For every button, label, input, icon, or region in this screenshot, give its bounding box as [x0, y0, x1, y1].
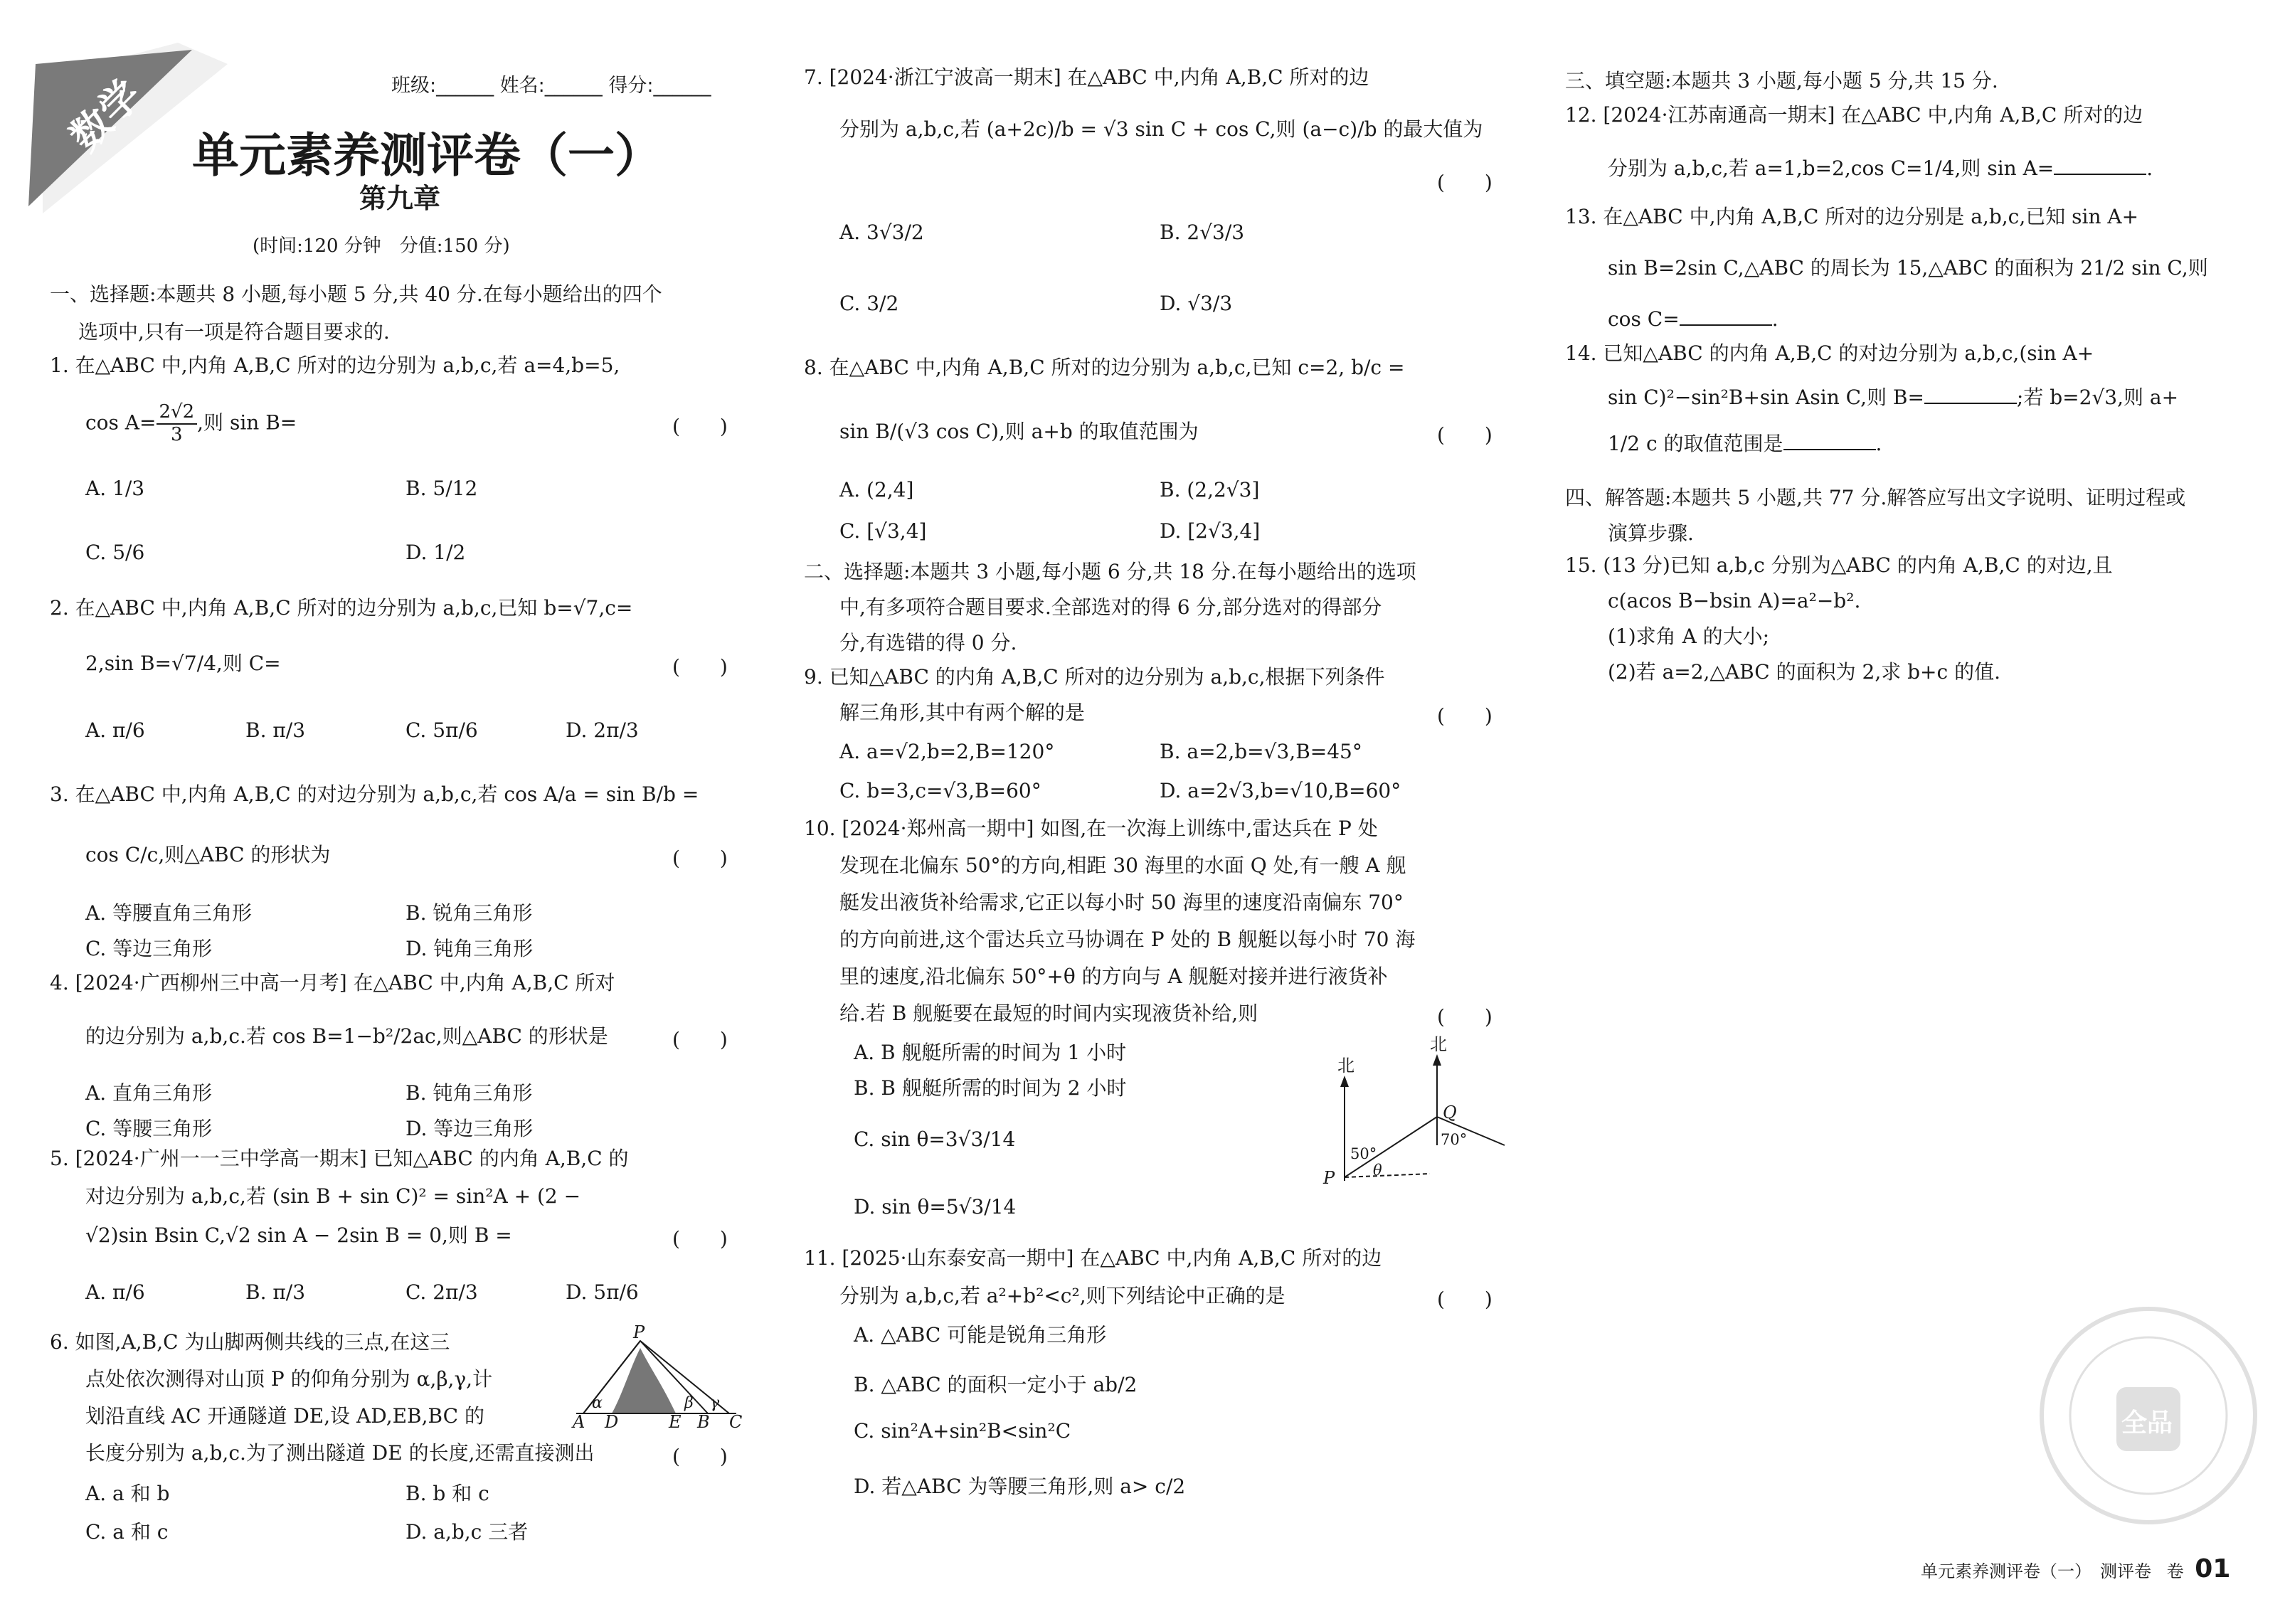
fig10-label-p: P [1323, 1168, 1335, 1188]
fig6-label-p: P [633, 1322, 645, 1342]
q2-line1: 2. 在△ABC 中,内角 A,B,C 所对的边分别为 a,b,c,已知 b=√7,c= [50, 596, 633, 620]
q13-answer-blank[interactable] [1680, 306, 1772, 326]
q7-line2: 分别为 a,b,c,若 (a+2c)/b = √3 sin C + cos C,则 (a−c)/b 的最大值为 [839, 117, 1483, 141]
q15-line2: c(acos B−bsin A)=a²−b². [1608, 589, 1861, 612]
q11-option-c[interactable]: C. sin²A+sin²B<sin²C [854, 1419, 1071, 1443]
q12-line1: 12. [2024·江苏南通高一期末] 在△ABC 中,内角 A,B,C 所对的边 [1565, 103, 2143, 127]
q4-line1: 4. [2024·广西柳州三中高一月考] 在△ABC 中,内角 A,B,C 所对 [50, 971, 615, 994]
section-1-line2: 选项中,只有一项是符合题目要求的. [78, 320, 390, 344]
q12-line2: 分别为 a,b,c,若 a=1,b=2,cos C=1/4,则 sin A= . [1608, 156, 2153, 180]
q7-answer-paren: ( ) [1437, 171, 1493, 194]
q3-option-b[interactable]: B. 锐角三角形 [405, 901, 533, 925]
section-1-line1: 一、选择题:本题共 8 小题,每小题 5 分,共 40 分.在每小题给出的四个 [50, 282, 662, 306]
section-2-line1: 二、选择题:本题共 3 小题,每小题 6 分,共 18 分.在每小题给出的选项 [804, 560, 1416, 583]
q11-line2: 分别为 a,b,c,若 a²+b²<c²,则下列结论中正确的是 [839, 1284, 1285, 1307]
q14-answer-blank-2[interactable] [1783, 430, 1876, 450]
q10-line2: 发现在北偏东 50°的方向,相距 30 海里的水面 Q 处,有一艘 A 舰 [839, 854, 1406, 877]
q2-option-b[interactable]: B. π/3 [245, 718, 306, 742]
q6-line2: 点处依次测得对山顶 P 的仰角分别为 α,β,γ,计 [85, 1367, 493, 1391]
q3-option-c[interactable]: C. 等边三角形 [85, 937, 213, 960]
watermark-seal [2035, 1302, 2262, 1529]
q4-line2: 的边分别为 a,b,c.若 cos B=1−b²/2ac,则△ABC 的形状是 [85, 1024, 608, 1048]
q5-option-a[interactable]: A. π/6 [85, 1280, 145, 1304]
q15-part2: (2)若 a=2,△ABC 的面积为 2,求 b+c 的值. [1608, 660, 2000, 684]
q14-line2 [1608, 384, 2178, 410]
fig6-label-c: C [729, 1412, 743, 1432]
q2-option-c[interactable]: C. 5π/6 [405, 718, 478, 742]
q2-option-a[interactable]: A. π/6 [85, 718, 145, 742]
q9-line2: 解三角形,其中有两个解的是 [839, 701, 1085, 724]
fig6-label-b: B [697, 1412, 710, 1432]
fig6-label-gamma: γ [710, 1394, 720, 1412]
q7-option-d[interactable]: D. √3/3 [1160, 292, 1233, 315]
q13-line2: sin B=2sin C,△ABC 的周长为 15,△ABC 的面积为 21/2 sin C,则 [1608, 256, 2208, 280]
q8-option-a[interactable]: A. (2,4] [839, 478, 914, 501]
q6-line1: 6. 如图,A,B,C 为山脚两侧共线的三点,在这三 [50, 1330, 450, 1354]
q1-post: ,则 sin B= [197, 410, 297, 435]
q6-line3: 划沿直线 AC 开通隧道 DE,设 AD,EB,BC 的 [85, 1404, 484, 1428]
fig6-label-a: A [573, 1412, 585, 1432]
navigation-figure [1323, 1031, 1508, 1195]
footer-text: 单元素养测评卷（一） 测评卷 [1921, 1561, 2151, 1581]
section-4-line1: 四、解答题:本题共 5 小题,共 77 分.解答应写出文字说明、证明过程或 [1565, 486, 2186, 509]
q7-option-a[interactable]: A. 3√3/2 [839, 221, 924, 244]
q3-option-a[interactable]: A. 等腰直角三角形 [85, 901, 253, 925]
page-title: 单元素养测评卷（一） [192, 128, 662, 183]
q6-option-b[interactable]: B. b 和 c [405, 1482, 489, 1505]
q4-option-b[interactable]: B. 钝角三角形 [405, 1081, 533, 1105]
q7-option-c[interactable]: C. 3/2 [839, 292, 899, 315]
section-4-line2: 演算步骤. [1608, 521, 1694, 545]
q5-option-b[interactable]: B. π/3 [245, 1280, 306, 1304]
q4-answer-paren: ( ) [672, 1028, 728, 1051]
chapter-title: 第九章 [359, 183, 441, 214]
q9-answer-paren: ( ) [1437, 704, 1493, 728]
q2-answer-paren: ( ) [672, 655, 728, 679]
section-3-line1: 三、填空题:本题共 3 小题,每小题 5 分,共 15 分. [1565, 69, 1998, 92]
q10-line5: 里的速度,沿北偏东 50°+θ 的方向与 A 舰艇对接并进行液货补 [839, 965, 1388, 988]
q14-line1: 14. 已知△ABC 的内角 A,B,C 的对边分别为 a,b,c,(sin A+ [1565, 341, 2094, 365]
q1-line2 [85, 402, 297, 446]
q13-text: cos C= [1608, 307, 1680, 331]
q11-option-d[interactable]: D. 若△ABC 为等腰三角形,则 a> c/2 [854, 1475, 1186, 1498]
q15-line1: 15. (13 分)已知 a,b,c 分别为△ABC 的内角 A,B,C 的对边,且 [1565, 553, 2113, 577]
q5-option-c[interactable]: C. 2π/3 [405, 1280, 478, 1304]
q10-option-a[interactable]: A. B 舰艇所需的时间为 1 小时 [854, 1041, 1127, 1064]
q3-line1: 3. 在△ABC 中,内角 A,B,C 的对边分别为 a,b,c,若 cos A/a = sin B/b = [50, 782, 699, 806]
q5-line2: 对边分别为 a,b,c,若 (sin B + sin C)² = sin²A + (2 − [85, 1184, 581, 1208]
q9-option-d[interactable]: D. a=2√3,b=√10,B=60° [1160, 779, 1401, 802]
q14-answer-blank-1[interactable] [1924, 384, 2017, 404]
q8-option-d[interactable]: D. [2√3,4] [1160, 519, 1261, 543]
q4-option-d[interactable]: D. 等边三角形 [405, 1117, 534, 1140]
q5-line1: 5. [2024·广州一一三中学高一期末] 已知△ABC 的内角 A,B,C 的 [50, 1147, 629, 1170]
section-2-line2: 中,有多项符合题目要求.全部选对的得 6 分,部分选对的得部分 [839, 595, 1382, 619]
q6-line4: 长度分别为 a,b,c.为了测出隧道 DE 的长度,还需直接测出 [85, 1441, 595, 1465]
q8-option-b[interactable]: B. (2,2√3] [1160, 478, 1260, 501]
q4-option-c[interactable]: C. 等腰三角形 [85, 1117, 213, 1140]
fig6-label-beta: β [684, 1394, 694, 1412]
q10-line4: 的方向前进,这个雷达兵立马协调在 P 处的 B 舰艇以每小时 70 海 [839, 928, 1416, 951]
q3-answer-paren: ( ) [672, 847, 728, 870]
q1-line1: 1. 在△ABC 中,内角 A,B,C 所对的边分别为 a,b,c,若 a=4,b=5, [50, 354, 620, 377]
q10-line6: 给.若 B 舰艇要在最短的时间内实现液货补给,则 [839, 1002, 1258, 1025]
q2-option-d[interactable]: D. 2π/3 [566, 718, 639, 742]
q8-answer-paren: ( ) [1437, 423, 1493, 447]
q14-text-b: ;若 b=2√3,则 a+ [2016, 386, 2179, 409]
fig6-label-d: D [605, 1412, 619, 1432]
fig10-angle-50: 50° [1350, 1145, 1377, 1162]
q6-option-d[interactable]: D. a,b,c 三者 [405, 1520, 529, 1544]
q1-option-a[interactable]: A. 1/3 [85, 477, 145, 500]
fig6-label-alpha: α [592, 1394, 603, 1412]
q10-option-c[interactable]: C. sin θ=3√3/14 [854, 1127, 1016, 1151]
fig10-north-q: 北 [1430, 1034, 1447, 1054]
fig10-angle-70: 70° [1441, 1131, 1468, 1148]
q2-line2: 2,sin B=√7/4,则 C= [85, 652, 281, 675]
q1-answer-paren: ( ) [672, 415, 728, 438]
q1-fraction [157, 402, 198, 446]
q1-option-d[interactable]: D. 1/2 [405, 541, 466, 564]
q1-frac-num: 2√2 [157, 402, 198, 425]
mountain-figure-svg [562, 1327, 747, 1433]
q10-line3: 艇发出液货补给需求,它正以每小时 50 海里的速度沿南偏东 70° [839, 891, 1404, 914]
mountain-figure [562, 1322, 747, 1433]
q11-answer-paren: ( ) [1437, 1288, 1493, 1311]
q8-line2: sin B/(√3 cos C),则 a+b 的取值范围为 [839, 420, 1199, 443]
q12-answer-blank[interactable] [2054, 155, 2146, 175]
q6-option-c[interactable]: C. a 和 c [85, 1520, 169, 1544]
q3-line2: cos C/c,则△ABC 的形状为 [85, 843, 331, 866]
q14-text-a: sin C)²−sin²B+sin Asin C,则 B= [1608, 386, 1924, 409]
fig10-angle-theta: θ [1373, 1162, 1382, 1179]
q8-option-c[interactable]: C. [√3,4] [839, 519, 927, 543]
q14-text-c: 1/2 c 的取值范围是 [1608, 432, 1783, 455]
q15-part1: (1)求角 A 的大小; [1608, 625, 1770, 648]
q6-answer-paren: ( ) [672, 1445, 728, 1468]
q7-line1: 7. [2024·浙江宁波高一期末] 在△ABC 中,内角 A,B,C 所对的边 [804, 65, 1369, 89]
q12-text: 分别为 a,b,c,若 a=1,b=2,cos C=1/4,则 sin A= [1608, 156, 2055, 180]
q9-option-c[interactable]: C. b=3,c=√3,B=60° [839, 779, 1041, 802]
q6-option-a[interactable]: A. a 和 b [85, 1482, 170, 1505]
q5-answer-paren: ( ) [672, 1227, 728, 1251]
q11-line1: 11. [2025·山东泰安高一期中] 在△ABC 中,内角 A,B,C 所对的边 [804, 1246, 1382, 1270]
q1-cos-label: cos A= [85, 410, 157, 435]
q9-option-a[interactable]: A. a=√2,b=2,B=120° [839, 740, 1055, 763]
q8-line1: 8. 在△ABC 中,内角 A,B,C 所对的边分别为 a,b,c,已知 c=2, b/c = [804, 356, 1405, 379]
page-number: 01 [2195, 1554, 2231, 1583]
q5-line3: √2)sin Bsin C,√2 sin A − 2sin B = 0,则 B = [85, 1224, 512, 1247]
info-line: 班级:______ 姓名:______ 得分:______ [391, 75, 711, 97]
q13-line1: 13. 在△ABC 中,内角 A,B,C 所对的边分别是 a,b,c,已知 sin A+ [1565, 205, 2139, 228]
q5-option-d[interactable]: D. 5π/6 [566, 1280, 639, 1304]
q9-option-b[interactable]: B. a=2,b=√3,B=45° [1160, 740, 1362, 763]
q10-line1: 10. [2024·郑州高一期中] 如图,在一次海上训练中,雷达兵在 P 处 [804, 817, 1378, 840]
q1-frac-den: 3 [171, 423, 183, 445]
q4-option-a[interactable]: A. 直角三角形 [85, 1081, 213, 1105]
q10-option-d[interactable]: D. sin θ=5√3/14 [854, 1195, 1017, 1219]
section-2-line3: 分,有选错的得 0 分. [839, 631, 1017, 654]
q7-option-b[interactable]: B. 2√3/3 [1160, 221, 1245, 244]
q10-answer-paren: ( ) [1437, 1005, 1493, 1029]
watermark-brand: 全品 [2121, 1408, 2173, 1438]
q11-option-a[interactable]: A. △ABC 可能是锐角三角形 [854, 1323, 1107, 1347]
q3-option-d[interactable]: D. 钝角三角形 [405, 937, 534, 960]
q14-line3: 1/2 c 的取值范围是 . [1608, 432, 1882, 455]
q10-option-b[interactable]: B. B 舰艇所需的时间为 2 小时 [854, 1076, 1127, 1100]
q13-line3: cos C= . [1608, 307, 1778, 331]
q1-option-b[interactable]: B. 5/12 [405, 477, 478, 500]
time-line: (时间:120 分钟 分值:150 分) [253, 235, 510, 257]
subject-tab-label: 数学 [61, 71, 151, 161]
q9-line1: 9. 已知△ABC 的内角 A,B,C 所对的边分别为 a,b,c,根据下列条件 [804, 665, 1385, 689]
fig6-label-e: E [669, 1412, 682, 1432]
fig10-north-p: 北 [1337, 1056, 1354, 1076]
q11-option-b[interactable]: B. △ABC 的面积一定小于 ab/2 [854, 1373, 1138, 1396]
footer-vol: 卷 [2166, 1561, 2184, 1581]
fig10-label-q: Q [1443, 1103, 1457, 1123]
q1-option-c[interactable]: C. 5/6 [85, 541, 145, 564]
footer [1921, 1554, 2230, 1583]
